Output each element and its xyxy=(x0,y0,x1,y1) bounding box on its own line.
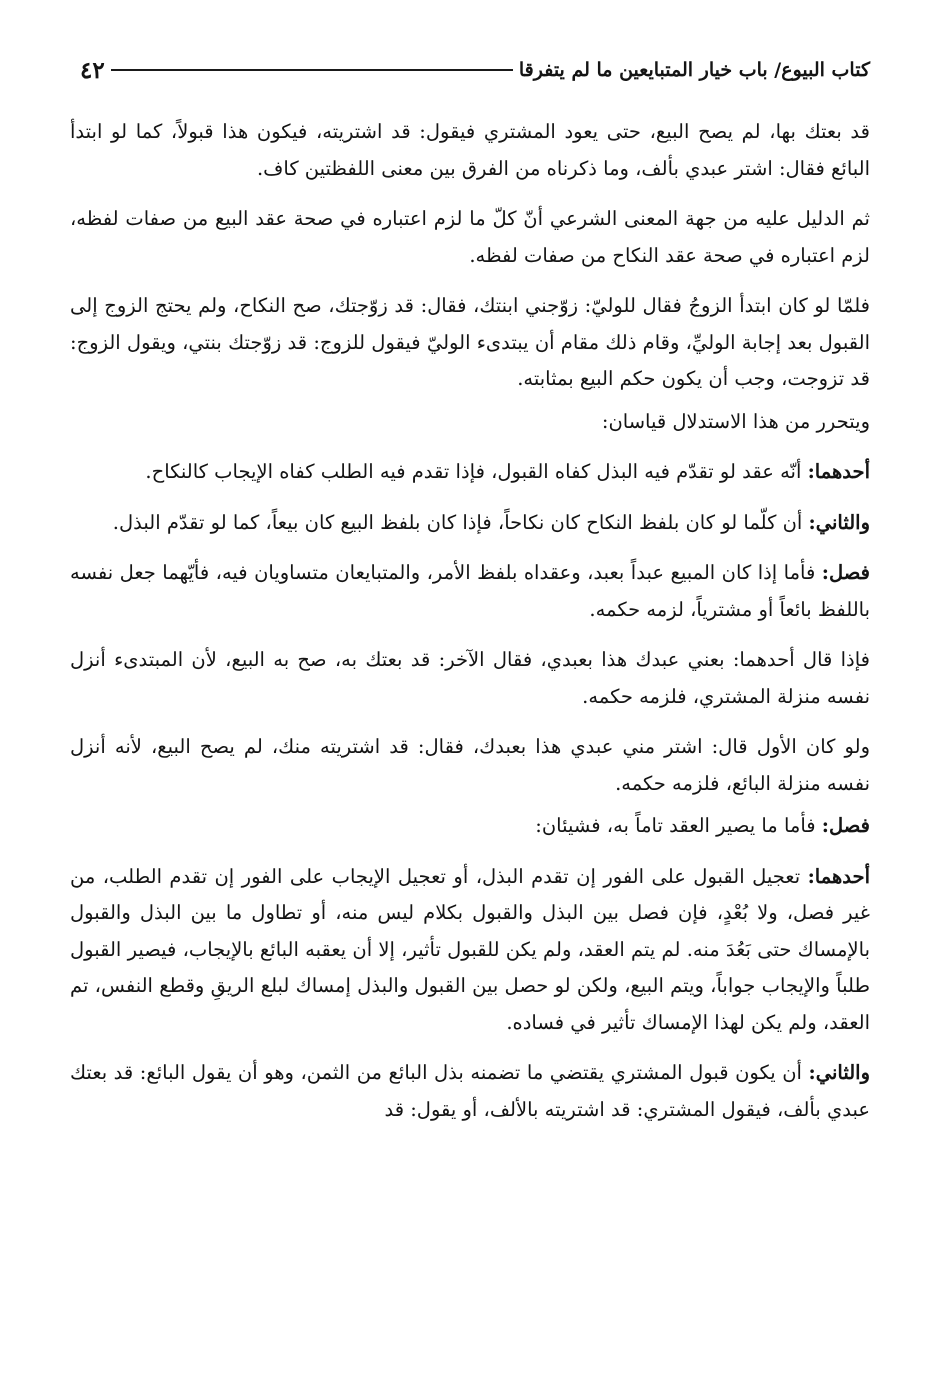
paragraph-lead: والثاني: xyxy=(808,510,870,534)
paragraph-text: ثم الدليل عليه من جهة المعنى الشرعي أنّ كلّ ما لزم اعتباره في صحة عقد البيع من صفات لفظه، لزم اعتباره في صحة عقد النكاح من صفات لفظه. xyxy=(70,207,870,267)
paragraph-text: أن كلّما لو كان بلفظ النكاح كان نكاحاً، فإذا كان بلفظ البيع كان بيعاً، كما لو تقدّم البذل. xyxy=(112,510,803,534)
header-rule xyxy=(111,69,513,71)
paragraph xyxy=(70,201,870,274)
paragraph-text: أنّه عقد لو تقدّم فيه البذل كفاه القبول، فإذا تقدم فيه الطلب كفاه الإيجاب كالنكاح. xyxy=(145,460,802,483)
body-text xyxy=(70,114,870,1128)
paragraph-text: فلمّا لو كان ابتدأ الزوجُ فقال للوليّ: زوّجني ابنتك، فقال: قد زوّجتك، صح النكاح، ولم يحتج الزوج إلى القبول بعد إجابة الوليِّ، وقام ذلك مقام أن يبتدىء الوليّ فيقول للزوج: قد زوّجتك بنتي، ويقول الزوج: قد تزوجت، وجب أن يكون حكم البيع بمثابته. xyxy=(70,294,870,390)
paragraph xyxy=(70,454,870,491)
paragraph xyxy=(70,555,870,628)
paragraph xyxy=(70,642,870,715)
paragraph-text: قد بعتك بها، لم يصح البيع، حتى يعود المشتري فيقول: قد اشتريته، فيكون هذا قبولاً، كما لو ابتدأ البائع فقال: اشتر عبدي بألف، وما ذكرناه من الفرق بين معنى اللفظتين كاف. xyxy=(70,120,870,180)
paragraph-text: فإذا قال أحدهما: بعني عبدك هذا بعبدي، فقال الآخر: قد بعتك به، صح به البيع، لأن المبتدىء أنزل نفسه منزلة المشتري، فلزمه حكمه. xyxy=(70,648,870,708)
paragraph xyxy=(70,808,870,845)
paragraph-lead: أحدهما: xyxy=(807,460,870,483)
paragraph-text: تعجيل القبول على الفور إن تقدم البذل، أو تعجيل الإيجاب على الفور إن تقدم الطلب، من غير فصل، ولا بُعْدٍ، فإن فصل بين البذل والقبول بكلام ليس منه، أو تطاول ما بين البذل والقبول بالإمساك حتى بَعُدَ منه. لم يتم العقد، ولم يكن للقبول تأثير، إلا أن يعقبه البائع بالإيجاب، فيصير القبول طلباً والإيجاب جواباً، ويتم البيع، ولكن لو حصل بين القبول والبذل إمساك لبلع الريقِ وقطع النفس، تم العقد، ولم يكن لهذا الإمساك تأثير في فساده. xyxy=(70,864,870,1034)
page-number: ٤٢ xyxy=(80,56,105,84)
paragraph-text: ويتحرر من هذا الاستدلال قياسان: xyxy=(601,409,870,433)
book-page xyxy=(70,50,870,1142)
paragraph xyxy=(70,729,870,802)
paragraph xyxy=(70,288,870,398)
paragraph-lead: فصل: xyxy=(821,814,870,837)
paragraph-lead: فصل: xyxy=(821,561,870,584)
paragraph-lead: والثاني: xyxy=(808,1061,870,1084)
paragraph xyxy=(70,114,870,187)
paragraph-lead: أحدهما: xyxy=(807,864,871,888)
paragraph xyxy=(70,505,870,542)
paragraph xyxy=(70,859,870,1042)
paragraph xyxy=(70,404,870,441)
running-title: كتاب البيوع/ باب خيار المتبايعين ما لم يتفرقا xyxy=(518,59,870,81)
page-header xyxy=(70,50,870,90)
paragraph-text: فأما ما يصير العقد تاماً به، فشيئان: xyxy=(535,814,816,837)
paragraph-text: فأما إذا كان المبيع عبداً بعبد، وعقداه بلفظ الأمر، والمتبايعان متساويان فيه، فأيّهما جعل نفسه باللفظ بائعاً أو مشترياً، لزمه حكمه. xyxy=(70,561,870,621)
paragraph xyxy=(70,1055,870,1128)
paragraph-text: أن يكون قبول المشتري يقتضي ما تضمنه بذل البائع من الثمن، وهو أن يقول البائع: قد بعتك عبدي بألف، فيقول المشتري: قد اشتريته بالألف، أو يقول: قد xyxy=(70,1061,870,1121)
paragraph-text: ولو كان الأول قال: اشتر مني عبدي هذا بعبدك، فقال: قد اشتريته منك، لم يصح البيع، لأنه أنزل نفسه منزلة البائع، فلزمه حكمه. xyxy=(70,735,870,795)
